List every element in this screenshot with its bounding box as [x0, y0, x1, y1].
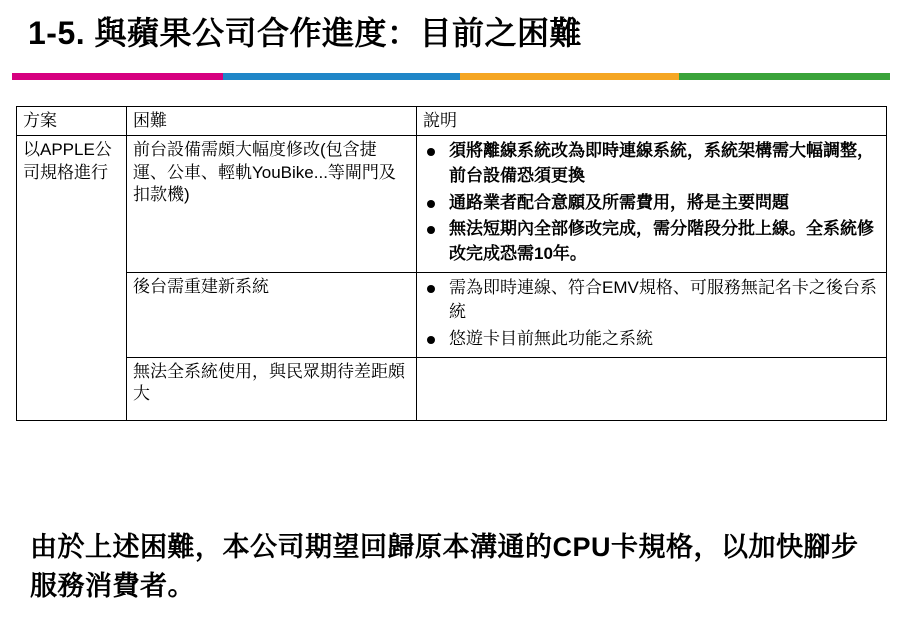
cell-plan: 以APPLE公司規格進行 — [17, 136, 127, 420]
rule-segment-2 — [223, 73, 460, 80]
rule-segment-4 — [679, 73, 890, 80]
column-header-description: 說明 — [417, 107, 887, 136]
cell-difficulty: 後台需重建新系統 — [127, 272, 417, 357]
bullet-text: 通路業者配合意願及所需費用，將是主要問題 — [449, 192, 789, 212]
page-title: 1-5. 與蘋果公司合作進度：目前之困難 — [28, 15, 583, 51]
column-header-plan: 方案 — [17, 107, 127, 136]
cell-difficulty: 前台設備需頗大幅度修改(包含捷運、公車、輕軌YouBike...等閘門及扣款機) — [127, 136, 417, 272]
column-header-difficulty: 困難 — [127, 107, 417, 136]
cell-description — [417, 136, 887, 272]
table-header-row — [17, 107, 887, 136]
cell-description — [417, 357, 887, 420]
table-row — [17, 272, 887, 357]
cell-difficulty: 無法全系統使用，與民眾期待差距頗大 — [127, 357, 417, 420]
summary-text: 由於上述困難，本公司期望回歸原本溝通的CPU卡規格，以加快腳步服務消費者。 — [30, 532, 859, 602]
bullet-text: 須將離線系統改為即時連線系統，系統架構需大幅調整，前台設備恐須更換 — [449, 141, 874, 186]
list-item — [423, 217, 880, 266]
list-item — [423, 139, 880, 188]
list-item — [423, 276, 880, 325]
color-rule-bar — [12, 73, 890, 80]
bullet-text: 悠遊卡目前無此功能之系統 — [449, 328, 653, 348]
bullet-text: 無法短期內全部修改完成，需分階段分批上線。全系統修改完成恐需10年。 — [449, 219, 874, 263]
table-row — [17, 357, 887, 420]
difficulty-table — [16, 106, 886, 421]
table-row — [17, 136, 887, 272]
rule-segment-1 — [12, 73, 223, 80]
bullet-text: 需為即時連線、符合EMV規格、可服務無記名卡之後台系統 — [449, 277, 877, 322]
cell-description — [417, 272, 887, 357]
list-item — [423, 327, 880, 352]
list-item — [423, 191, 880, 216]
rule-segment-3 — [460, 73, 680, 80]
